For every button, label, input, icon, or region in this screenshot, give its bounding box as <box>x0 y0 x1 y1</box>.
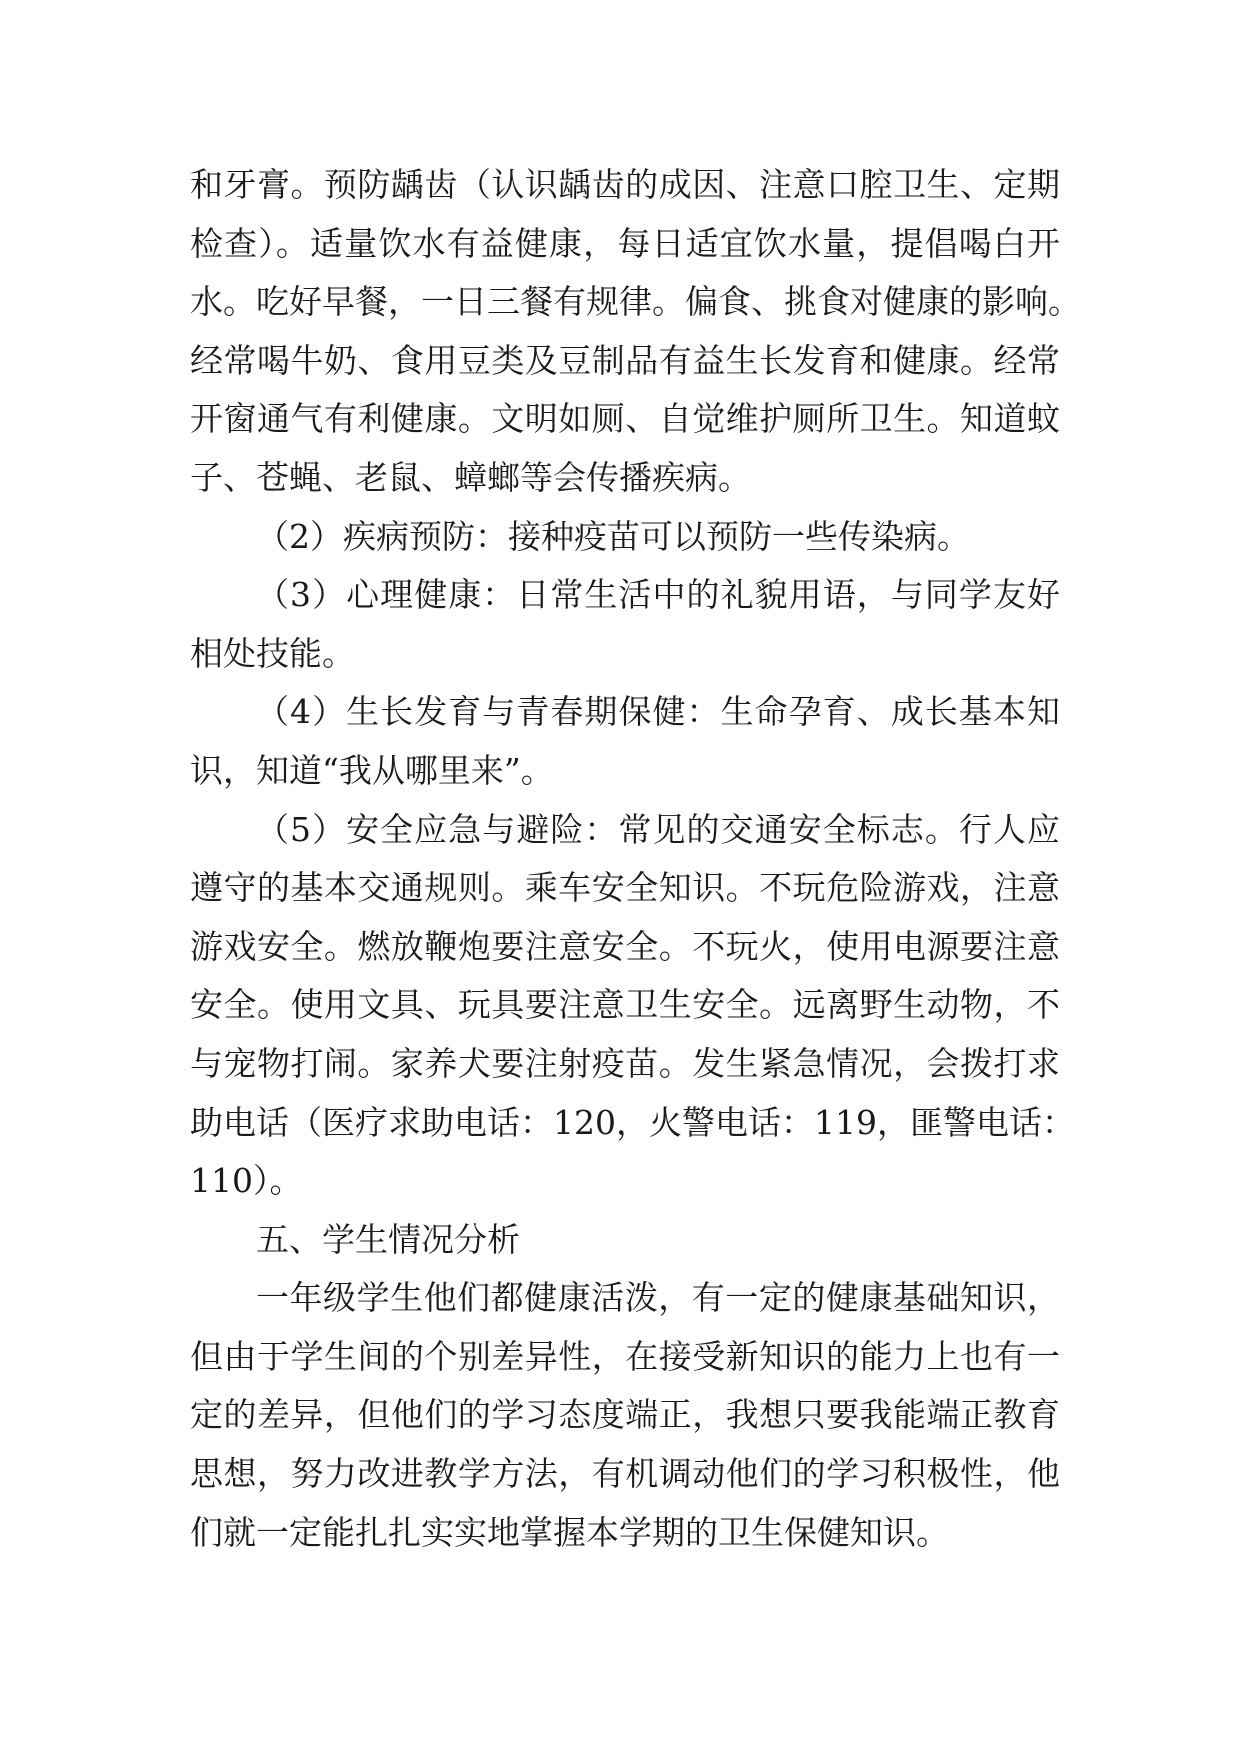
text-line: 们就一定能扎扎实实地掌握本学期的卫生保健知识。 <box>190 1512 949 1552</box>
text-line: 识，知道“我从哪里来”。 <box>190 750 554 790</box>
text-line: 安全。使用文具、玩具要注意卫生安全。远离野生动物，不 <box>190 985 1060 1025</box>
text-line: 子、苍蝇、老鼠、蟑螂等会传播疾病。 <box>190 457 751 497</box>
document-body <box>190 156 1081 1562</box>
text-line: 思想，努力改进教学方法，有机调动他们的学习积极性，他 <box>190 1454 1060 1494</box>
text-line: 与宠物打闹。家养犬要注射疫苗。发生紧急情况，会拨打求 <box>190 1043 1060 1083</box>
text-line: 游戏安全。燃放鞭炮要注意安全。不玩火，使用电源要注意 <box>190 926 1060 966</box>
text-line: （4）生长发育与青春期保健：生命孕育、成长基本知 <box>256 692 1060 732</box>
text-line: 和牙膏。预防龋齿（认识龋齿的成因、注意口腔卫生、定期 <box>190 165 1060 204</box>
text-line: （3）心理健康：日常生活中的礼貌用语，与同学友好 <box>256 575 1060 615</box>
text-line: 定的差异，但他们的学习态度端正，我想只要我能端正教育 <box>190 1395 1060 1435</box>
text-line: （2）疾病预防：接种疫苗可以预防一些传染病。 <box>256 516 970 556</box>
text-line: 但由于学生间的个别差异性，在接受新知识的能力上也有一 <box>190 1336 1060 1376</box>
text-line: 检查）。适量饮水有益健康，每日适宜饮水量，提倡喝白开 <box>190 223 1060 263</box>
text-line: 110）。 <box>190 1161 303 1201</box>
text-line: 开窗通气有利健康。文明如厕、自觉维护厕所卫生。知道蚊 <box>190 399 1060 439</box>
text-line: 遵守的基本交通规则。乘车安全知识。不玩危险游戏，注意 <box>190 868 1060 908</box>
text-line: （5）安全应急与避险：常见的交通安全标志。行人应 <box>256 809 1060 849</box>
text-line: 五、学生情况分析 <box>256 1219 520 1259</box>
text-line: 水。吃好早餐，一日三餐有规律。偏食、挑食对健康的影响。 <box>190 282 1081 322</box>
text-line: 助电话（医疗求助电话：120，火警电话：119，匪警电话： <box>190 1102 1075 1142</box>
text-line: 经常喝牛奶、食用豆类及豆制品有益生长发育和健康。经常 <box>190 340 1060 380</box>
text-line: 相处技能。 <box>190 633 355 673</box>
text-line: 一年级学生他们都健康活泼，有一定的健康基础知识， <box>256 1278 1060 1318</box>
